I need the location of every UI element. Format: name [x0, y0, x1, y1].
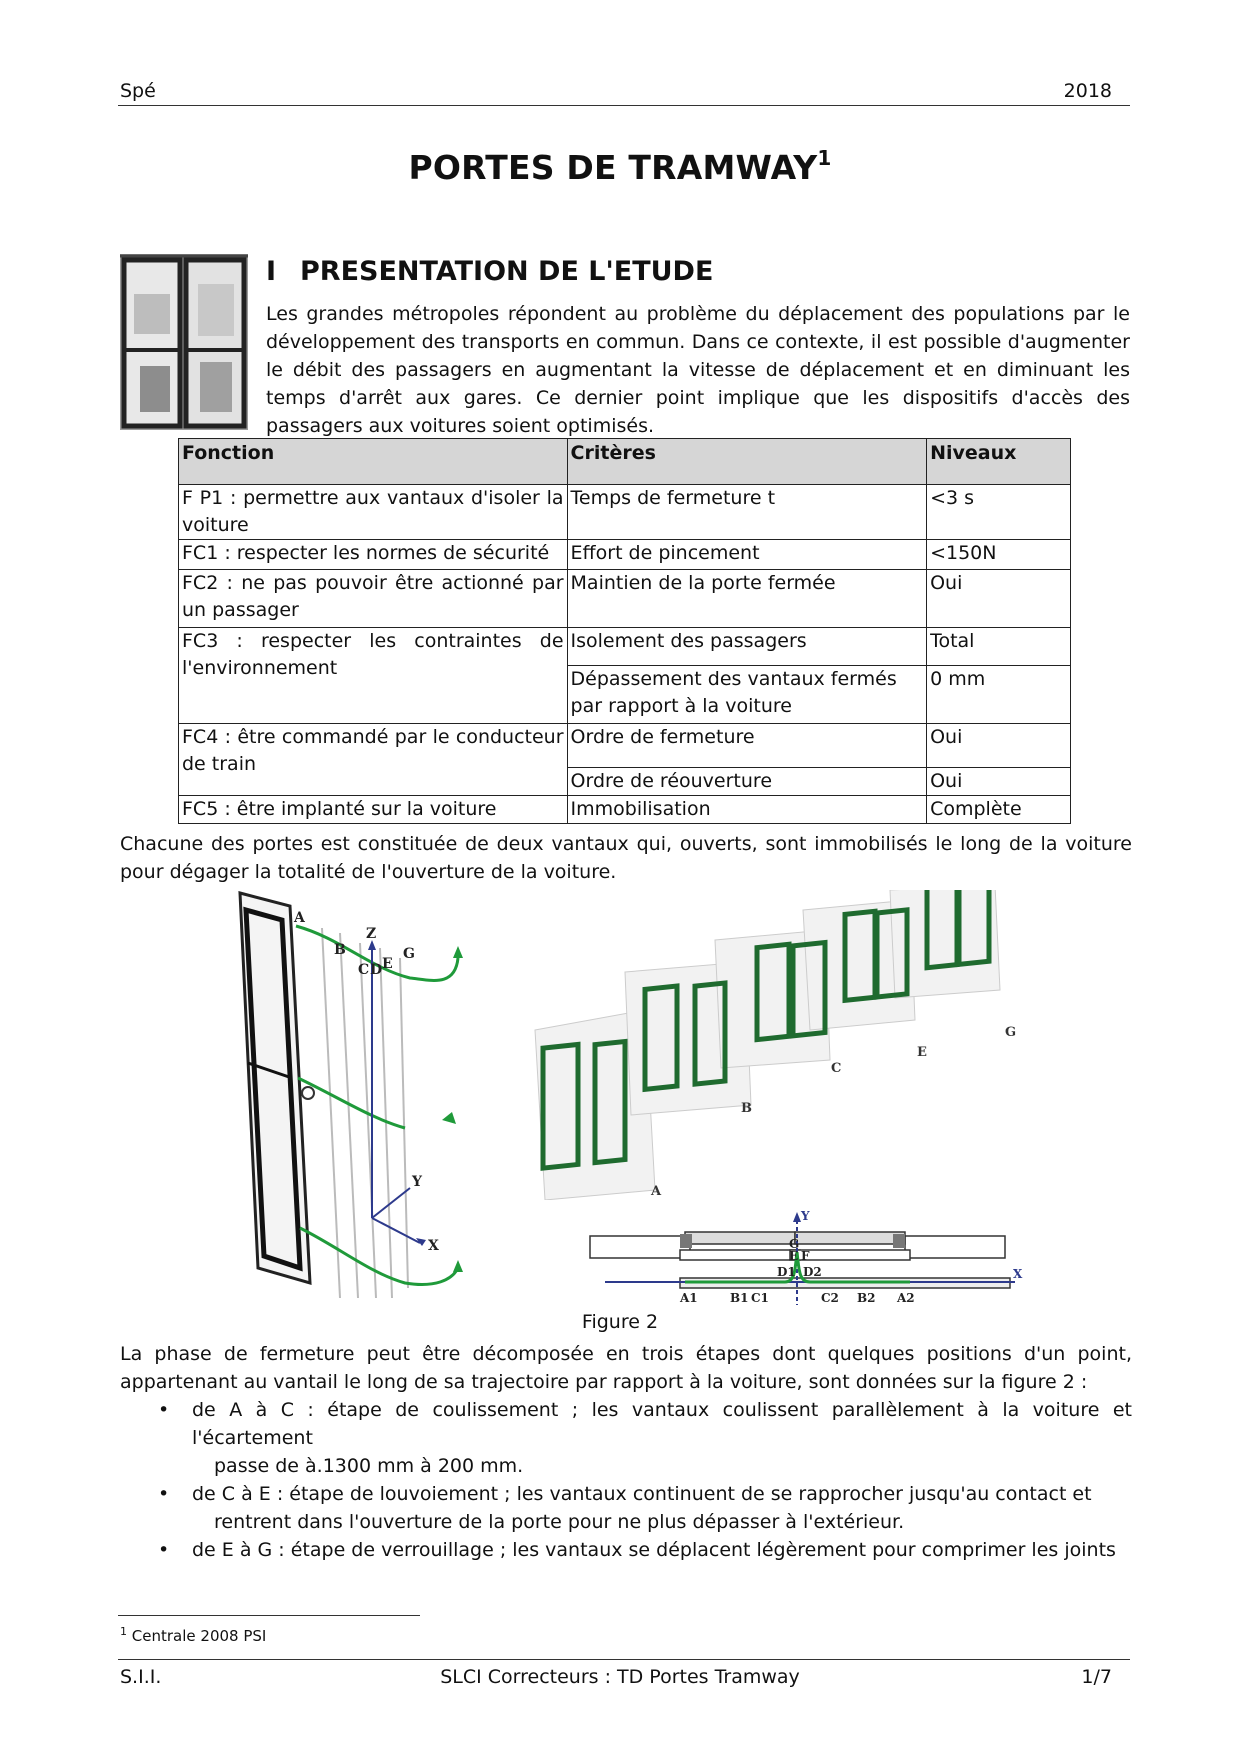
- point-label: C: [358, 962, 370, 978]
- doors-paragraph: Chacune des portes est constituée de deux vantaux qui, ouverts, sont immobilisés le long de la voiture pour dégager la totalité de l'ouverture de la voiture.: [120, 833, 1132, 883]
- page-title: PORTES DE TRAMWAY$^1$: [408, 146, 832, 187]
- cell-fonction: FC2 : ne pas pouvoir être actionné par un passager: [179, 570, 568, 628]
- cell-critere: Maintien de la porte fermée: [567, 570, 927, 628]
- header-fonction: Fonction: [179, 439, 568, 485]
- point-label: E: [917, 1045, 927, 1060]
- footnote: $^1$ Centrale 2008 PSI: [120, 1625, 267, 1645]
- intro-paragraph: Les grandes métropoles répondent au problème du déplacement des populations par le développement des transports en commun. Dans ce contexte, il est possible d'augmenter le débit des passagers en augmentant la vitesse de déplacement et en diminuant les temps d'arrêt aux gares. Ce dernier point implique que les dispositifs d'accès des passagers aux voitures soient optimisés.: [266, 303, 1130, 437]
- footnote-rule: [118, 1615, 420, 1616]
- section-heading: I PRESENTATION DE L'ETUDE: [266, 256, 714, 287]
- point-label: D: [370, 962, 383, 978]
- bullet-icon: •: [158, 1483, 170, 1505]
- plan-label: D1: [777, 1265, 796, 1279]
- door-closing-sequence-diagram: [525, 890, 1045, 1200]
- plan-label: C2: [821, 1291, 839, 1305]
- point-label: E: [382, 956, 393, 972]
- axis-label-z: Z: [366, 926, 377, 942]
- plan-label: B2: [857, 1291, 876, 1305]
- figure-caption: Figure 2: [581, 1311, 659, 1333]
- door-trajectory-3d-diagram: [230, 888, 490, 1308]
- cell-critere: Ordre de fermeture: [567, 724, 927, 768]
- table-row: [179, 628, 1071, 666]
- cell-fonction: FC3 : respecter les contraintes de l'environnement: [179, 628, 568, 724]
- closing-paragraph: La phase de fermeture peut être décomposée en trois étapes dont quelques positions d'un point, appartenant au vantail le long de sa trajectoire par rapport à la voiture, sont données sur la figure 2 :: [120, 1343, 1132, 1393]
- axis-label-y: Y: [412, 1174, 422, 1190]
- plan-label: B1: [730, 1291, 749, 1305]
- cell-critere: Ordre de réouverture: [567, 768, 927, 796]
- tram-door-photo: [120, 254, 248, 430]
- list-item: • de E à G : étape de verrouillage ; les vantaux se déplacent légèrement pour comprimer les joints: [120, 1536, 1132, 1564]
- point-label: B: [334, 942, 346, 958]
- cell-critere: Effort de pincement: [567, 540, 927, 570]
- point-label: G: [403, 946, 415, 962]
- specifications-table: [178, 438, 1071, 824]
- cell-fonction: FC4 : être commandé par le conducteur de train: [179, 724, 568, 796]
- cell-niveau: Oui: [927, 768, 1071, 796]
- bullet-icon: •: [158, 1399, 170, 1421]
- title-footnote-mark: 1: [817, 146, 832, 170]
- point-label: C: [831, 1061, 842, 1076]
- list-item: • de A à C : étape de coulissement ; les vantaux coulissent parallèlement à la voiture et l'écartement passe de à.1300 mm à 200 mm.: [120, 1396, 1132, 1480]
- plan-label: D2: [803, 1265, 822, 1279]
- closing-steps-list: [120, 1396, 1132, 1564]
- cell-niveau: Oui: [927, 724, 1071, 768]
- table-header-row: [179, 439, 1071, 485]
- cell-fonction: FC5 : être implanté sur la voiture: [179, 796, 568, 824]
- axis-label-x: X: [1013, 1267, 1023, 1281]
- cell-niveau: Complète: [927, 796, 1071, 824]
- point-label: A: [651, 1184, 662, 1199]
- door-plan-view-diagram: [585, 1210, 1025, 1310]
- table-row: [179, 485, 1071, 540]
- plan-label: C1: [751, 1291, 769, 1305]
- cell-critere: Dépassement des vantaux fermés par rapport à la voiture: [567, 666, 927, 724]
- plan-label: A1: [680, 1291, 698, 1305]
- point-label: E: [789, 1249, 799, 1263]
- cell-critere: Isolement des passagers: [567, 628, 927, 666]
- axis-label-x: X: [428, 1238, 439, 1254]
- table-row: [179, 724, 1071, 768]
- point-label: B: [741, 1101, 752, 1116]
- table-row: [179, 796, 1071, 824]
- table-row: [179, 540, 1071, 570]
- header-left: Spé: [120, 80, 156, 102]
- header-right: 2018: [1063, 80, 1112, 102]
- header-rule: [118, 105, 1130, 106]
- point-label: G: [1005, 1025, 1017, 1040]
- bullet-icon: •: [158, 1539, 170, 1561]
- footer-left: S.I.I.: [120, 1666, 162, 1688]
- point-label: A: [294, 910, 305, 926]
- cell-niveau: <150N: [927, 540, 1071, 570]
- header-niveaux: Niveaux: [927, 439, 1071, 485]
- cell-fonction: F P1 : permettre aux vantaux d'isoler la voiture: [179, 485, 568, 540]
- cell-niveau: 0 mm: [927, 666, 1071, 724]
- point-label: F: [801, 1249, 810, 1263]
- footer-rule: [118, 1659, 1130, 1660]
- cell-fonction: FC1 : respecter les normes de sécurité: [179, 540, 568, 570]
- table-row: [179, 570, 1071, 628]
- footer-center: SLCI Correcteurs : TD Portes Tramway: [440, 1666, 800, 1688]
- cell-critere: Immobilisation: [567, 796, 927, 824]
- point-label: G: [789, 1237, 800, 1251]
- list-item: • de C à E : étape de louvoiement ; les vantaux continuent de se rapprocher jusqu'au contact et rentrent dans l'ouverture de la porte pour ne plus dépasser à l'extérieur.: [120, 1480, 1132, 1536]
- cell-niveau: Oui: [927, 570, 1071, 628]
- axis-label-y: Y: [801, 1210, 810, 1223]
- header-criteres: Critères: [567, 439, 927, 485]
- cell-niveau: Total: [927, 628, 1071, 666]
- plan-label: A2: [897, 1291, 915, 1305]
- cell-niveau: <3 s: [927, 485, 1071, 540]
- cell-critere: Temps de fermeture t: [567, 485, 927, 540]
- page-number: 1/7: [1081, 1666, 1112, 1688]
